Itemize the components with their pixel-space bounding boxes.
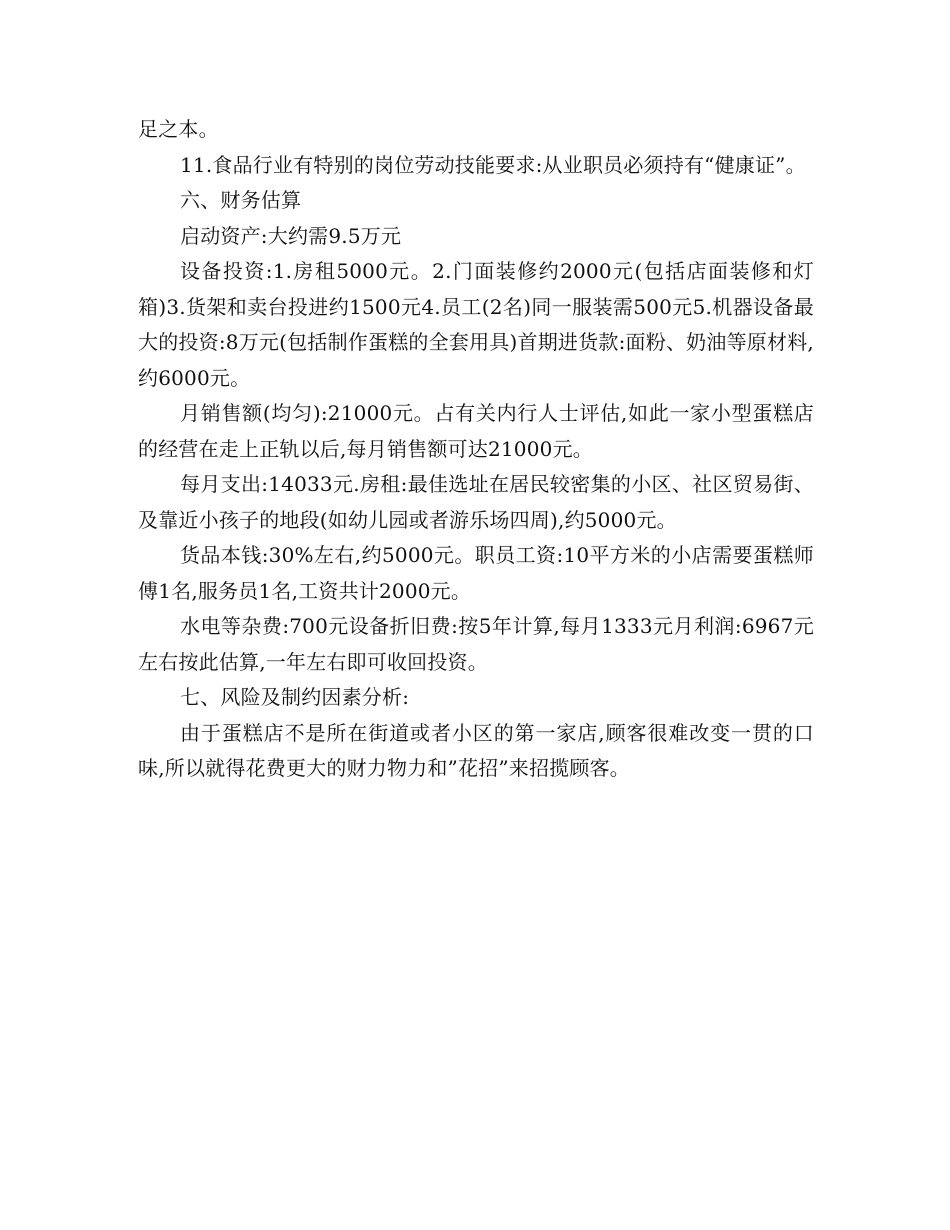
section-heading-financial-estimate: 六、财务估算 <box>180 188 302 212</box>
paragraph-startup-capital: 启动资产:大约需9.5万元 <box>180 223 402 248</box>
paragraph-monthly-expenses: 每月支出:14033元.房租:最佳选址在居民较密集的小区、社区贸易街、及靠近小孩子的地段(如幼儿园或者游乐场四周),约5000元。 <box>138 472 814 532</box>
paragraph-monthly-sales: 月销售额(均匀):21000元。占有关内行人士评估,如此一家小型蛋糕店的经营在走上正轨以后,每月销售额可达21000元。 <box>138 401 814 461</box>
paragraph-goods-cost: 货品本钱:30%左右,约5000元。职员工资:10平方米的小店需要蛋糕师傅1名,服务员1名,工资共计2000元。 <box>138 543 814 603</box>
paragraph-continuation: 足之本。 <box>138 117 219 141</box>
document-body <box>138 112 814 787</box>
section-heading-risk-analysis: 七、风险及制约因素分析: <box>180 685 410 709</box>
paragraph-utilities-profit: 水电等杂费:700元设备折旧费:按5年计算,每月1333元月利润:6967元左右按此估算,一年左右即可收回投资。 <box>138 614 814 674</box>
paragraph-health-certificate: 11.食品行业有特别的岗位劳动技能要求:从业职员必须持有“健康证”。 <box>180 152 806 177</box>
paragraph-equipment-investment: 设备投资:1.房租5000元。2.门面装修约2000元(包括店面装修和灯箱)3.货架和卖台投进约1500元4.员工(2名)同一服装需500元5.机器设备最大的投资:8万元(包括制作蛋糕的全套用具)首期进货款:面粉、奶油等原材料,约6000元。 <box>138 259 814 390</box>
paragraph-risk-description: 由于蛋糕店不是所在街道或者小区的第一家店,顾客很难改变一贯的口味,所以就得花费更大的财力物力和”花招”来招揽顾客。 <box>138 720 814 780</box>
